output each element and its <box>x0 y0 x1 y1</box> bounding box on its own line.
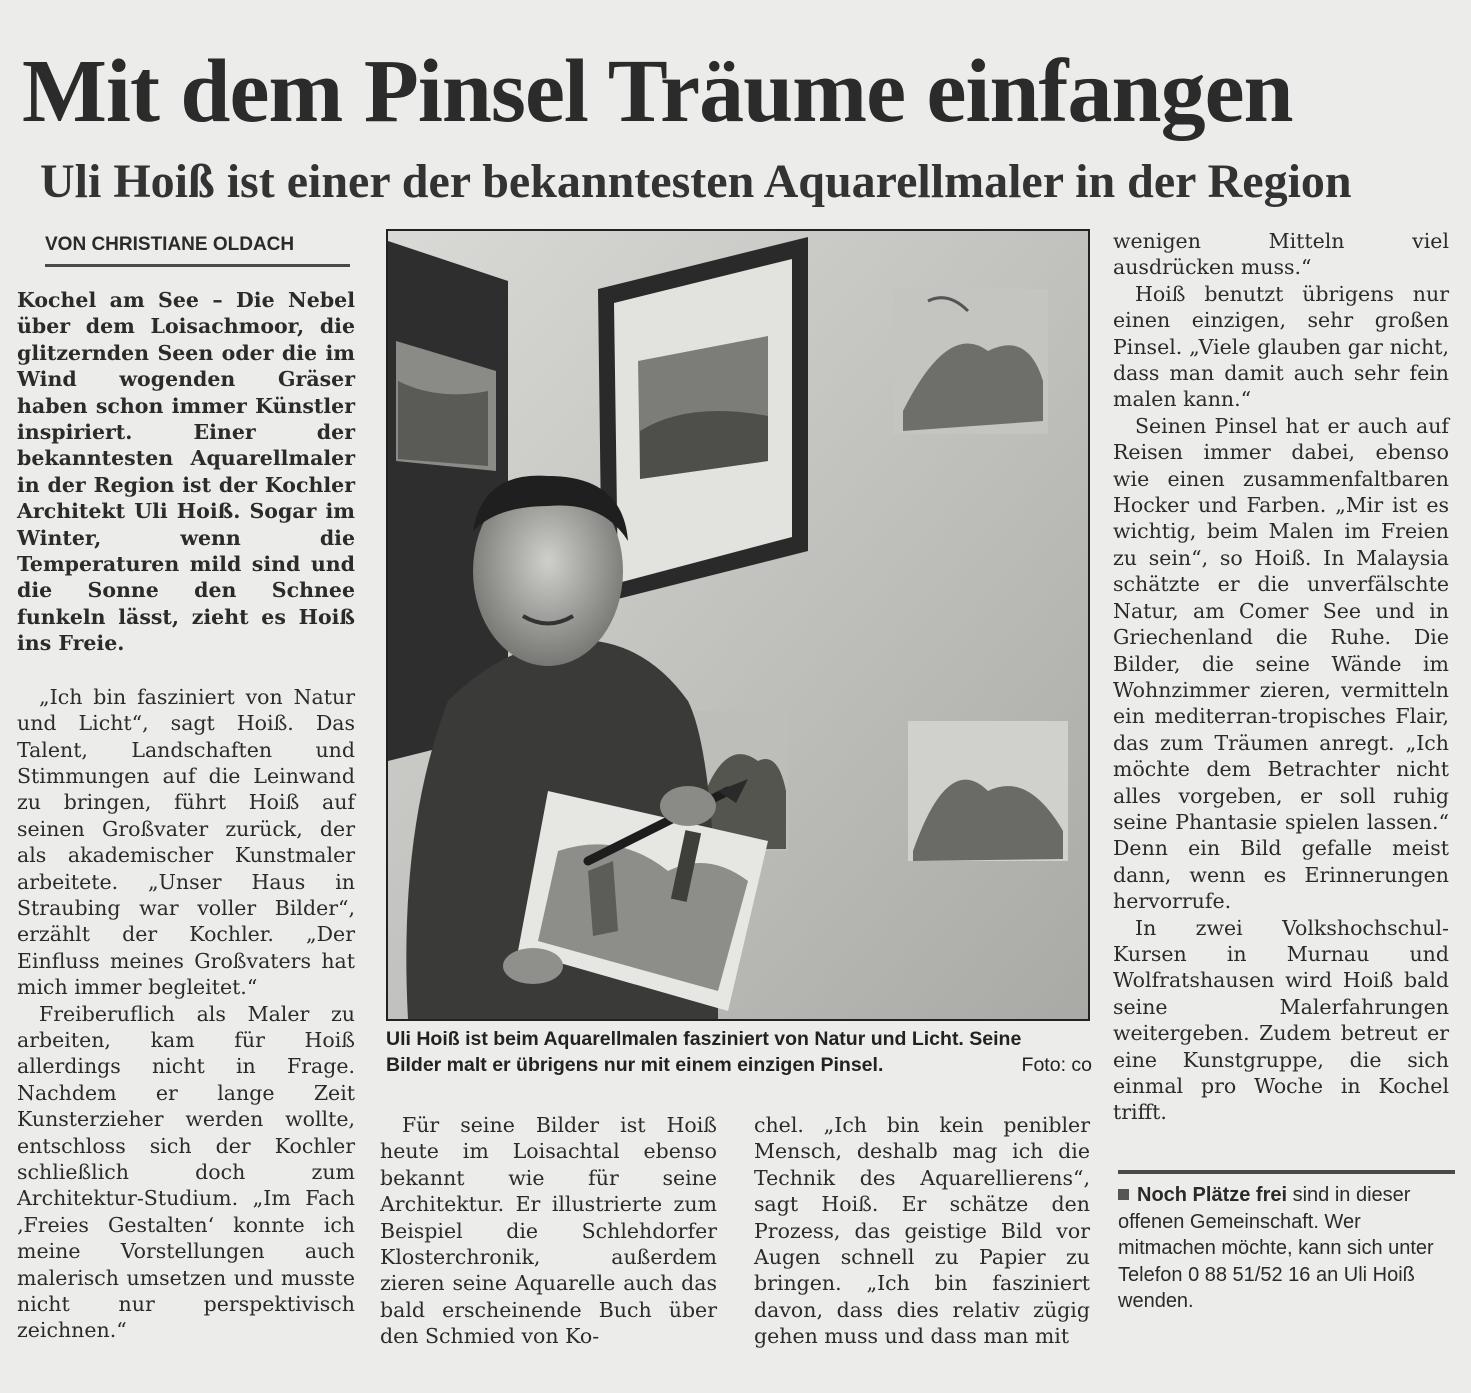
intro-paragraph: Kochel am See – Die Nebel über dem Loisachmoor, die glitzernden Seen oder die im Wind wogenden Gräser haben schon immer Künstler inspiriert. Einer der bekanntesten Aquarellmaler in der Region ist der Kochler Architekt Uli Hoiß. Sogar im Winter, wenn die Temperaturen mild sind und die Sonne den Schnee funkeln lässt, zieht es Hoiß ins Freie. <box>17 288 355 656</box>
paragraph: In zwei Volkshochschul-Kursen in Murnau und Wolfratshausen wird Hoiß bald seine Malerfahrungen weitergeben. Zudem betreut er eine Kunstgruppe, die sich einmal pro Woche in Kochel trifft. <box>1113 915 1449 1125</box>
column-4 <box>1113 228 1449 1126</box>
caption-line-1: Uli Hoiß ist beim Aquarellmalen fasziniert von Natur und Licht. Seine <box>386 1028 1022 1050</box>
photo-credit: Foto: co <box>1021 1054 1092 1076</box>
phone-number: 0 88 51/52 16 <box>1188 1263 1311 1286</box>
caption-line-2: Bilder malt er übrigens nur mit einem einzigen Pinsel. <box>386 1054 884 1076</box>
bullet-square-icon <box>1118 1189 1129 1200</box>
info-box-text: sind in dieser offenen Gemeinschaft. Wer mitmachen möchte, kann sich unter Telefon <box>1118 1184 1434 1286</box>
paragraph: wenigen Mitteln viel ausdrücken muss.“ <box>1113 229 1449 280</box>
info-box <box>1118 1170 1455 1315</box>
column-2 <box>380 1112 717 1350</box>
column-3 <box>754 1112 1090 1350</box>
paragraph: Für seine Bilder ist Hoiß heute im Loisachtal ebenso bekannt wie für seine Architektur. Er illustrierte zum Beispiel die Schlehdorfer Klosterchronik, außerdem zieren seine Aquarelle auch das bald erscheinende Buch über den Schmied von Ko- <box>380 1113 717 1349</box>
paragraph: Freiberuflich als Maler zu arbeiten, kam für Hoiß allerdings nicht in Frage. Nachdem er lange Zeit Kunsterzieher werden wollte, entschloss sich der Kochler schließlich doch zum Architektur-Studium. „Im Fach ‚Freies Gestalten‘ konnte ich meine Vorstellungen auch malerisch umsetzen und musste nicht nur perspektivisch zeichnen.“ <box>17 1001 355 1343</box>
paragraph: Seinen Pinsel hat er auch auf Reisen immer dabei, ebenso wie einen zusammenfaltbaren Hocker und Farben. „Mir ist es wichtig, beim Malen im Freien zu sein“, so Hoiß. In Malaysia schätzte er die unverfälschte Natur, am Comer See und in Griechenland die Ruhe. Die Bilder, die seine Wände im Wohnzimmer zieren, vermitteln ein mediterran-tropisches Flair, das zum Träumen anregt. „Ich möchte dem Betrachter nicht alles vorgeben, er soll ruhig seine Phantasie spielen lassen.“ Denn ein Bild gefalle meist dann, wenn es Erinnerungen hervorrufe. <box>1113 413 1449 914</box>
paragraph: chel. „Ich bin kein penibler Mensch, deshalb mag ich die Technik des Aquarellierens“, sagt Hoiß. Er schätze den Prozess, das geistige Bild vor Augen schnell zu Papier zu bringen. „Ich bin fasziniert davon, dass dies relativ zügig gehen muss und dass man mit <box>754 1113 1090 1349</box>
watercolor-right-upper <box>893 289 1048 434</box>
hand-left <box>503 948 563 984</box>
paragraph: „Ich bin fasziniert von Natur und Licht“, sagt Hoiß. Das Talent, Landschaften und Stimmungen auf die Leinwand zu bringen, führt Hoiß auf seinen Großvater zurück, der als akademischer Kunstmaler arbeitete. „Unser Haus in Straubing war voller Bilder“, erzählt der Kochler. „Der Einfluss meines Großvaters hat mich immer begleitet.“ <box>17 684 355 1000</box>
painter-photo-illustration <box>388 231 1088 1019</box>
column-1 <box>17 287 355 1344</box>
headline: Mit dem Pinsel Träume einfangen <box>22 42 1293 141</box>
photo-caption <box>386 1026 1092 1078</box>
paragraph: Hoiß benutzt übrigens nur einen einzigen, sehr großen Pinsel. „Viele glauben gar nicht, dass man damit auch sehr fein malen kann.“ <box>1113 281 1449 412</box>
framed-painting-center <box>598 237 808 603</box>
info-box-lead: Noch Plätze frei <box>1137 1184 1288 1206</box>
info-box-text-end: an Uli Hoiß wenden. <box>1118 1263 1415 1312</box>
subheadline: Uli Hoiß ist einer der bekanntesten Aquarellmaler in der Region <box>40 155 1352 208</box>
hand-right <box>660 786 716 826</box>
byline: VON CHRISTIANE OLDACH <box>45 232 350 267</box>
article-photo <box>386 229 1090 1021</box>
